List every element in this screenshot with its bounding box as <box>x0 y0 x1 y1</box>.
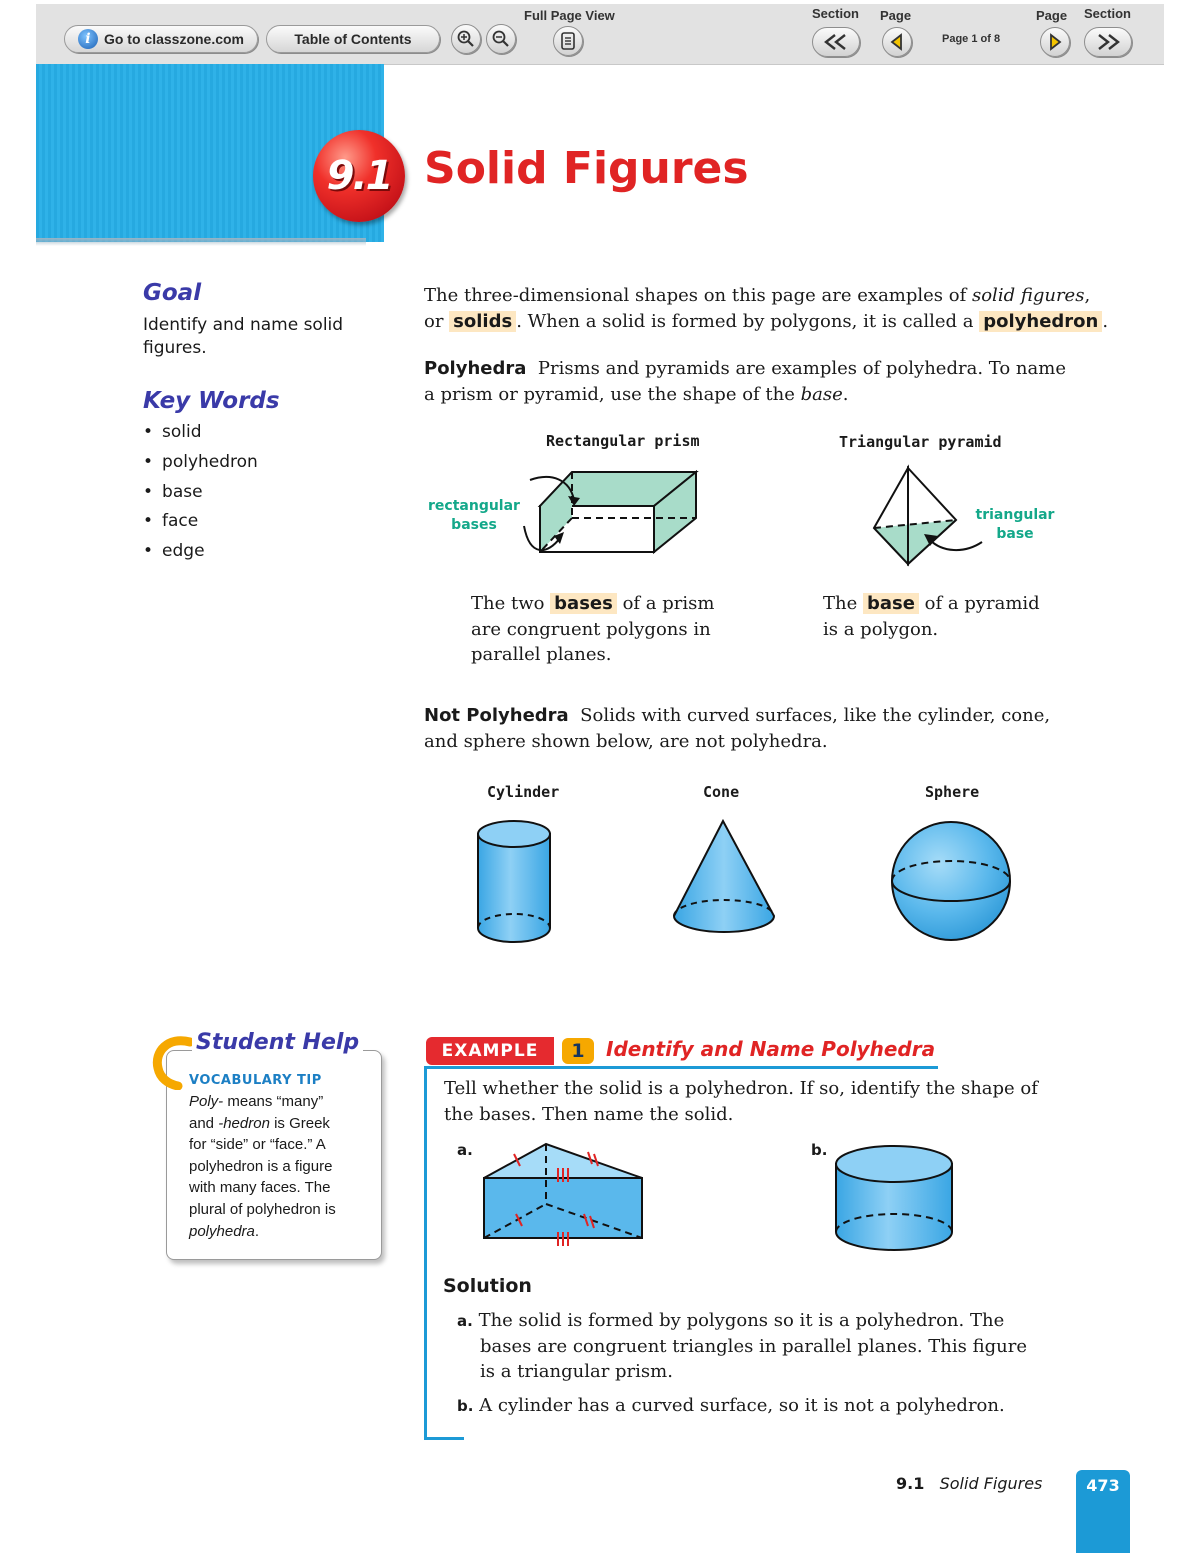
vocabulary-tip-fragment: and <box>189 1114 219 1132</box>
info-icon: i <box>78 29 98 49</box>
vocabulary-tip-fragment: means “many” <box>223 1093 324 1110</box>
pyramid-description-text: of a pyramid <box>918 593 1040 614</box>
cylinder-caption: Cylinder <box>487 783 560 801</box>
triangular-base-label <box>966 506 1064 544</box>
cone-caption: Cone <box>703 783 740 801</box>
lesson-title: Solid Figures <box>424 143 749 194</box>
polyhedra-emphasis: base <box>800 384 843 405</box>
key-word-item: • edge <box>143 541 205 561</box>
zoom-in-icon <box>456 29 476 49</box>
key-words-heading: Key Words <box>143 388 280 414</box>
footer-section-number: 9.1 <box>896 1474 925 1493</box>
example-rule <box>426 1066 938 1069</box>
polyhedra-text: . <box>842 384 849 405</box>
footer-section-title: Solid Figures <box>939 1474 1043 1493</box>
key-term-base: base <box>863 593 919 614</box>
page-indicator: Page 1 of 8 <box>942 33 1001 45</box>
polyhedra-heading: Polyhedra <box>424 358 527 379</box>
section-forward-icon <box>1093 33 1123 51</box>
intro-emphasis: solid figures <box>971 285 1085 306</box>
prism-description-line-2: are congruent polygons in <box>471 619 711 640</box>
triangular-pyramid-caption: Triangular pyramid <box>839 433 1002 451</box>
intro-text: . <box>1102 311 1109 332</box>
vocabulary-tip-line: with many faces. The <box>189 1179 331 1197</box>
example-cylinder-figure <box>832 1140 956 1256</box>
solution-text: A cylinder has a curved surface, so it is not a polyhedron. <box>479 1395 1005 1416</box>
example-bottom-rule <box>424 1437 464 1440</box>
sphere-figure <box>888 818 1016 946</box>
prism-description-text: of a prism <box>616 593 715 614</box>
full-page-view-button[interactable] <box>553 26 583 56</box>
solution-b-label: b. <box>457 1397 474 1415</box>
vocabulary-tip-line <box>189 1221 369 1243</box>
rectangular-bases-label-line: rectangular <box>428 498 520 514</box>
triangular-base-label-line: base <box>996 526 1034 542</box>
zoom-out-button[interactable] <box>486 24 516 54</box>
polyhedra-paragraph-line-2 <box>424 382 849 408</box>
section-back-icon <box>821 33 851 51</box>
page-back-button[interactable] <box>882 27 912 57</box>
sphere-caption: Sphere <box>925 783 980 801</box>
intro-paragraph-line-1 <box>424 283 1090 309</box>
section-forward-label: Section <box>1084 6 1131 21</box>
goal-heading: Goal <box>143 280 202 306</box>
intro-text: or <box>424 311 450 332</box>
student-help-icon <box>150 1034 194 1090</box>
section-forward-button[interactable] <box>1084 27 1132 57</box>
cone-figure <box>670 818 780 942</box>
not-polyhedra-heading: Not Polyhedra <box>424 705 569 726</box>
vocabulary-tip-emphasis: polyhedra <box>189 1222 255 1240</box>
vocabulary-tip-fragment: is Greek <box>269 1114 330 1132</box>
not-polyhedra-paragraph-line-2: and sphere shown below, are not polyhedra. <box>424 731 828 752</box>
prism-description-text: The two <box>471 593 551 614</box>
zoom-in-button[interactable] <box>451 24 481 54</box>
intro-text: The three-dimensional shapes on this page are examples of <box>424 285 972 306</box>
pyramid-description-line-1 <box>823 591 1040 617</box>
not-polyhedra-paragraph-line-1 <box>424 703 1050 729</box>
solution-heading: Solution <box>443 1275 532 1297</box>
rectangular-bases-label <box>424 497 524 535</box>
key-term-bases: bases <box>550 593 617 614</box>
header-band-shadow <box>36 238 366 246</box>
example-part-b-label: b. <box>811 1141 828 1159</box>
prism-description-line-1 <box>471 591 714 617</box>
goal-text-line-2: figures. <box>143 338 207 358</box>
not-polyhedra-text: Solids with curved surfaces, like the cylinder, cone, <box>580 705 1051 726</box>
rectangular-bases-label-line: bases <box>451 517 497 533</box>
pyramid-description-line-2: is a polygon. <box>823 619 939 640</box>
page-number-tab: 473 <box>1076 1470 1130 1553</box>
polyhedra-text: Prisms and pyramids are examples of polyhedra. To name <box>537 358 1066 379</box>
example-tab: EXAMPLE <box>426 1037 554 1065</box>
intro-text: , <box>1084 285 1091 306</box>
full-page-view-label: Full Page View <box>524 8 615 23</box>
vocabulary-tip-text <box>189 1091 369 1242</box>
key-term-solids: solids <box>449 311 516 332</box>
vocabulary-tip-line <box>189 1113 369 1135</box>
page-forward-icon <box>1047 33 1063 51</box>
polyhedra-text: a prism or pyramid, use the shape of the <box>424 384 801 405</box>
cylinder-figure <box>474 818 554 946</box>
example-number-badge: 1 <box>560 1036 596 1066</box>
solution-a-label: a. <box>457 1312 473 1330</box>
zoom-out-icon <box>491 29 511 49</box>
running-footer <box>896 1474 1042 1493</box>
prism-description-line-3: parallel planes. <box>471 644 612 665</box>
example-prompt-line-2: the bases. Then name the solid. <box>444 1104 734 1125</box>
vocabulary-tip-heading: VOCABULARY TIP <box>189 1073 322 1088</box>
solution-b-line-1 <box>457 1393 1005 1419</box>
table-of-contents-button[interactable] <box>266 25 440 53</box>
vocabulary-tip-line <box>189 1091 369 1113</box>
page-back-icon <box>889 33 905 51</box>
solution-a-line-2: bases are congruent triangles in parallel planes. This figure <box>480 1336 1027 1357</box>
goal-text-line-1: Identify and name solid <box>143 315 344 335</box>
vocabulary-tip-line: for “side” or “face.” A <box>189 1136 326 1154</box>
pyramid-description-text: The <box>823 593 863 614</box>
vocabulary-tip-fragment: . <box>254 1222 260 1240</box>
vocabulary-tip-emphasis: Poly- <box>189 1093 224 1110</box>
page-forward-button[interactable] <box>1040 27 1070 57</box>
full-page-icon <box>560 32 576 50</box>
example-title: Identify and Name Polyhedra <box>606 1037 936 1061</box>
key-word-item: • base <box>143 482 203 502</box>
goto-classzone-button[interactable] <box>64 25 258 53</box>
lesson-number-badge: 9.1 <box>313 130 405 222</box>
key-word-item: • face <box>143 511 198 531</box>
polyhedra-paragraph-line-1 <box>424 356 1066 382</box>
triangular-base-label-line: triangular <box>975 507 1055 523</box>
intro-text: . When a solid is formed by polygons, it is called a <box>516 311 980 332</box>
example-left-bar <box>424 1066 427 1440</box>
intro-paragraph-line-2 <box>424 309 1108 335</box>
rectangular-prism-caption: Rectangular prism <box>546 432 700 450</box>
triangular-prism-figure <box>476 1138 648 1248</box>
solution-a-line-3: is a triangular prism. <box>480 1361 673 1382</box>
key-term-polyhedron: polyhedron <box>979 311 1102 332</box>
key-word-item: • solid <box>143 422 202 442</box>
section-back-label: Section <box>812 6 859 21</box>
example-part-a-label: a. <box>457 1141 473 1159</box>
vocabulary-tip-line: polyhedron is a figure <box>189 1157 333 1175</box>
solution-a-line-1 <box>457 1308 1004 1334</box>
page-back-label: Page <box>880 8 912 23</box>
solution-text: The solid is formed by polygons so it is a polyhedron. The <box>478 1310 1005 1331</box>
page-forward-label: Page <box>1036 8 1068 23</box>
goto-classzone-label: Go to classzone.com <box>103 31 245 47</box>
student-help-title: Student Help <box>192 1030 363 1055</box>
vocabulary-tip-emphasis: -hedron <box>218 1114 270 1132</box>
vocabulary-tip-line: plural of polyhedron is <box>189 1200 336 1218</box>
example-prompt-line-1: Tell whether the solid is a polyhedron. If so, identify the shape of <box>444 1078 1038 1099</box>
table-of-contents-label: Table of Contents <box>294 31 412 47</box>
section-back-button[interactable] <box>812 27 860 57</box>
key-word-item: • polyhedron <box>143 452 258 472</box>
